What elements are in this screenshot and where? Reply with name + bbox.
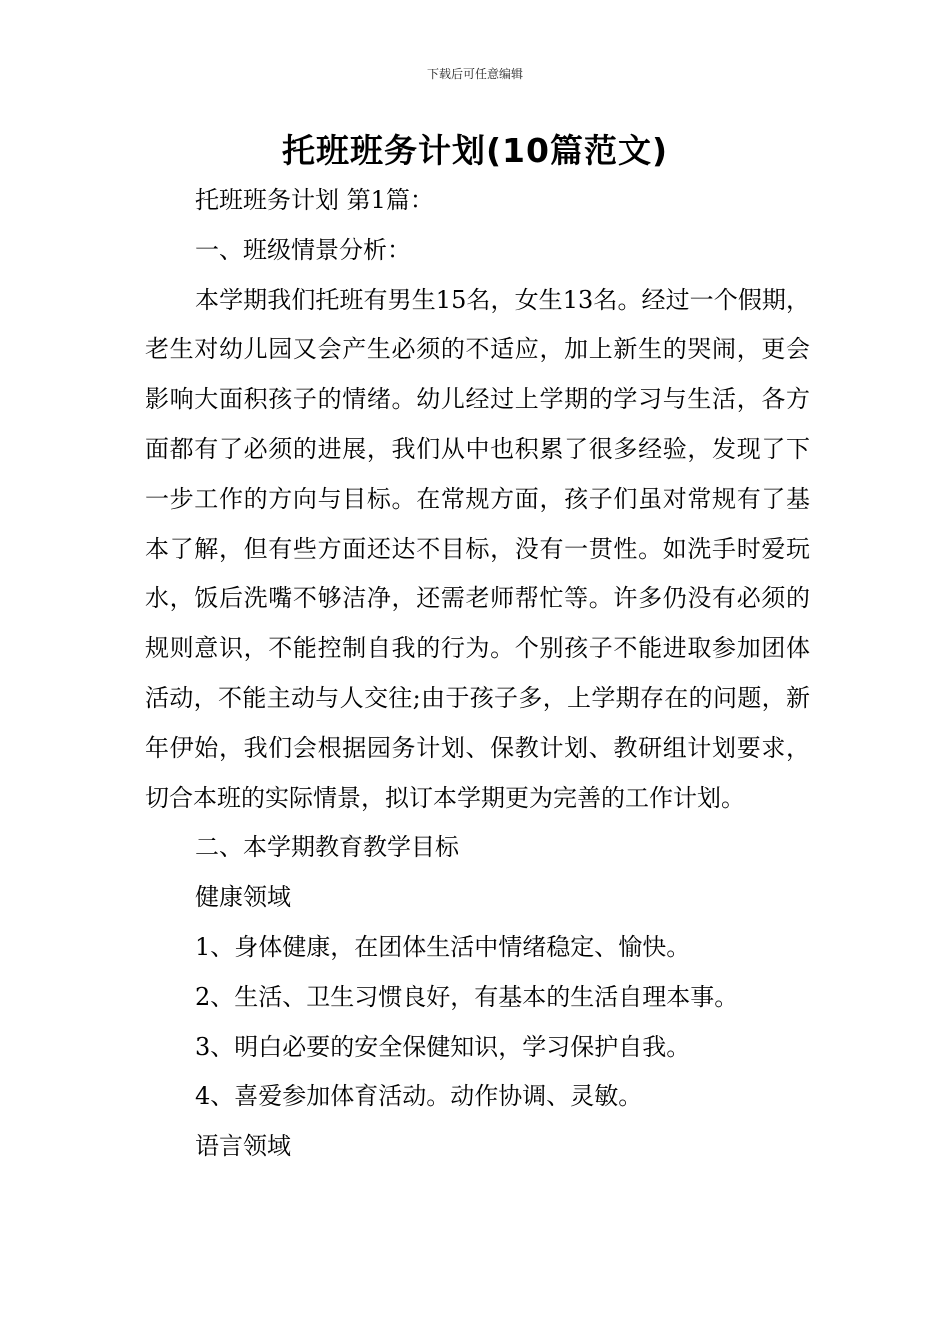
subheading-language: 语言领域 (195, 1132, 291, 1161)
list-item: 4、喜爱参加体育活动。动作协调、灵敏。 (195, 1082, 643, 1111)
list-item: 3、明白必要的安全保健知识，学习保护自我。 (195, 1032, 691, 1061)
document-body (145, 176, 810, 1172)
section-heading-teaching-goals: 二、本学期教育教学目标 (195, 833, 459, 862)
section-heading-class-analysis: 一、班级情景分析： (195, 235, 411, 264)
header-note: 下载后可任意编辑 (426, 67, 523, 81)
paragraph-class-analysis: 本学期我们托班有男生15名，女生13名。经过一个假期，老生对幼儿园又会产生必须的不适应，加上新生的哭闹，更会影响大面积孩子的情绪。幼儿经过上学期的学习与生活，各方面都有了必须的进展，我们从中也积累了很多经验，发现了下一步工作的方向与目标。在常规方面，孩子们虽对常规有了基本了解，但有些方面还达不目标，没有一贯性。如洗手时爱玩水，饭后洗嘴不够洁净，还需老师帮忙等。许多仍没有必须的规则意识，不能控制自我的行为。个别孩子不能进取参加团体活动，不能主动与人交往;由于孩子多，上学期存在的问题，新年伊始，我们会根据园务计划、保教计划、教研组计划要求，切合本班的实际情景，拟订本学期更为完善的工作计划。 (145, 285, 810, 812)
section-intro: 托班班务计划 第1篇： (195, 186, 434, 214)
subheading-health: 健康领域 (195, 883, 291, 912)
document-title: 托班班务计划(10篇范文) (281, 131, 669, 170)
list-item: 1、身体健康，在团体生活中情绪稳定、愉快。 (195, 932, 691, 961)
list-item: 2、生活、卫生习惯良好，有基本的生活自理本事。 (195, 982, 739, 1011)
